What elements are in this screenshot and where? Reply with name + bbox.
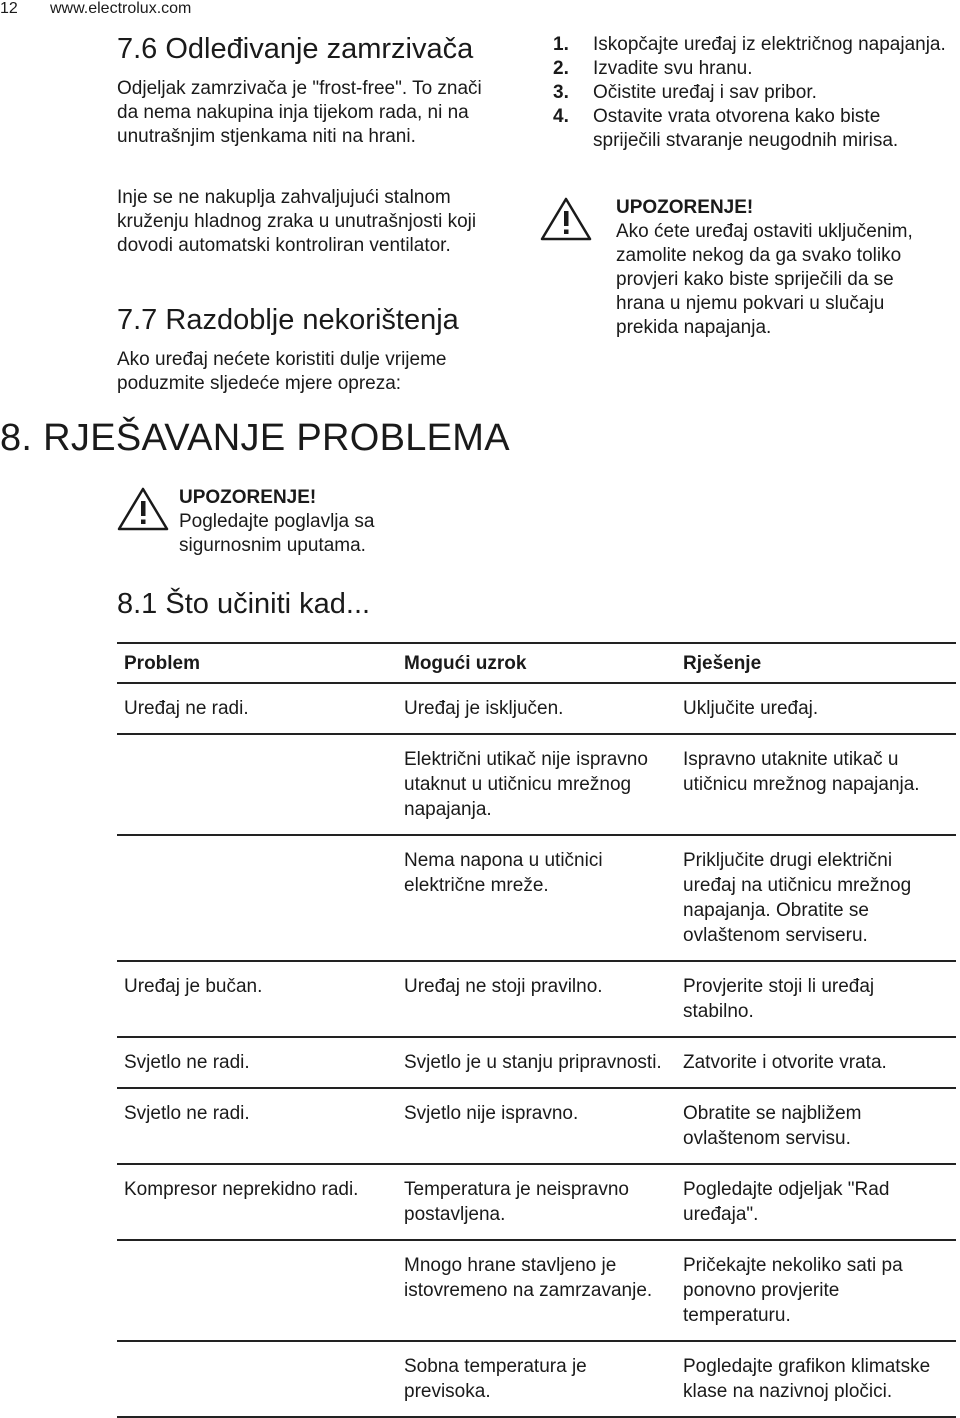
- table-row: [117, 1342, 956, 1418]
- step-text: Iskopčajte uređaj iz električnog napajanja.: [593, 34, 946, 55]
- table-row: [117, 1241, 956, 1342]
- warning-triangle-icon: [117, 486, 169, 532]
- warning-title: UPOZORENJE!: [179, 487, 317, 508]
- table-row: [117, 684, 956, 735]
- step-number: 2.: [553, 58, 569, 79]
- step-number: 1.: [553, 34, 569, 55]
- site-url: www.electrolux.com: [50, 0, 192, 17]
- section-7-6-paragraph-1: Odjeljak zamrzivača je "frost-free". To znači da nema nakupina inja tijekom rada, ni na unutrašnjim stjenkama niti na hrani.: [117, 78, 482, 147]
- header-solution: Rješenje: [683, 652, 762, 674]
- table-row: [117, 1038, 956, 1089]
- cell-problem: Kompresor neprekidno radi.: [124, 1179, 359, 1200]
- step-text: Očistite uređaj i sav pribor.: [593, 82, 817, 103]
- list-item: [553, 33, 953, 57]
- step-text: Izvadite svu hranu.: [593, 58, 753, 79]
- section-7-7-title: 7.7 Razdoblje nekorištenja: [117, 304, 459, 336]
- cell-solution: Uključite uređaj.: [683, 698, 819, 719]
- cell-solution: Pričekajte nekoliko sati pa ponovno provjerite temperaturu.: [683, 1255, 903, 1326]
- warning-text: Ako ćete uređaj ostaviti uključenim, zamolite nekog da ga svako toliko provjeri kako biste spriječili da se hrana u njemu pokvari u slučaju prekida napajanja.: [616, 221, 913, 338]
- step-number: 3.: [553, 82, 569, 103]
- section-7-6-title: 7.6 Odleđivanje zamrzivača: [117, 33, 474, 65]
- warning-safety: [117, 486, 437, 562]
- step-number: 4.: [553, 106, 569, 127]
- cell-problem: Uređaj je bučan.: [124, 976, 263, 997]
- cell-solution: Ispravno utaknite utikač u utičnicu mrežnog napajanja.: [683, 749, 920, 795]
- warning-title: UPOZORENJE!: [616, 197, 754, 218]
- cell-solution: Provjerite stoji li uređaj stabilno.: [683, 976, 875, 1022]
- warning-unattended: [540, 196, 960, 366]
- cell-problem: [117, 1253, 397, 1328]
- cell-problem: Svjetlo ne radi.: [124, 1103, 250, 1124]
- table-row: [117, 735, 956, 836]
- table-header-row: [117, 642, 956, 684]
- troubleshooting-table: [117, 642, 956, 1418]
- cell-cause: Svjetlo nije ispravno.: [404, 1103, 579, 1124]
- cell-problem: [117, 1354, 397, 1404]
- cell-problem: [117, 747, 397, 822]
- page-number: 12: [0, 0, 18, 17]
- cell-solution: Pogledajte grafikon klimatske klase na nazivnoj pločici.: [683, 1356, 931, 1402]
- list-item: [553, 57, 953, 81]
- list-item: [553, 81, 953, 105]
- section-7-7-intro: Ako uređaj nećete koristiti dulje vrijeme poduzmite sljedeće mjere opreza:: [117, 349, 447, 394]
- header-cause: Mogući uzrok: [404, 652, 527, 674]
- cell-problem: Svjetlo ne radi.: [124, 1052, 250, 1073]
- warning-triangle-icon: [540, 196, 592, 242]
- cell-solution: Priključite drugi električni uređaj na utičnicu mrežnog napajanja. Obratite se ovlaštenom serviseru.: [683, 850, 912, 946]
- cell-cause: Mnogo hrane stavljeno je istovremeno na zamrzavanje.: [404, 1255, 653, 1301]
- table-row: [117, 962, 956, 1038]
- cell-problem: Uređaj ne radi.: [124, 698, 249, 719]
- table-row: [117, 836, 956, 962]
- table-row: [117, 1089, 956, 1165]
- cell-problem: [117, 848, 397, 948]
- chapter-8-title: 8. RJEŠAVANJE PROBLEMA: [0, 417, 510, 459]
- section-8-1-title: 8.1 Što učiniti kad...: [117, 588, 371, 620]
- cell-cause: Električni utikač nije ispravno utaknut u utičnicu mrežnog napajanja.: [404, 749, 648, 820]
- cell-cause: Uređaj je isključen.: [404, 698, 564, 719]
- cell-cause: Svjetlo je u stanju pripravnosti.: [404, 1052, 662, 1073]
- cell-cause: Uređaj ne stoji pravilno.: [404, 976, 603, 997]
- table-row: [117, 1165, 956, 1241]
- section-7-6-paragraph-2: Inje se ne nakuplja zahvaljujući stalnom kruženju hladnog zraka u unutrašnjosti koji dovodi automatski kontroliran ventilator.: [117, 187, 477, 256]
- storage-steps-list: [553, 33, 953, 153]
- cell-solution: Pogledajte odjeljak "Rad uređaja".: [683, 1179, 890, 1225]
- list-item: [553, 105, 953, 153]
- cell-cause: Temperatura je neispravno postavljena.: [404, 1179, 629, 1225]
- cell-solution: Zatvorite i otvorite vrata.: [683, 1052, 887, 1073]
- cell-cause: Nema napona u utičnici električne mreže.: [404, 850, 603, 896]
- step-text: Ostavite vrata otvorena kako biste spriječili stvaranje neugodnih mirisa.: [593, 106, 899, 151]
- cell-solution: Obratite se najbližem ovlaštenom servisu.: [683, 1103, 862, 1149]
- cell-cause: Sobna temperatura je previsoka.: [404, 1356, 587, 1402]
- header-problem: Problem: [124, 652, 201, 674]
- warning-text: Pogledajte poglavlja sa sigurnosnim uputama.: [179, 511, 375, 556]
